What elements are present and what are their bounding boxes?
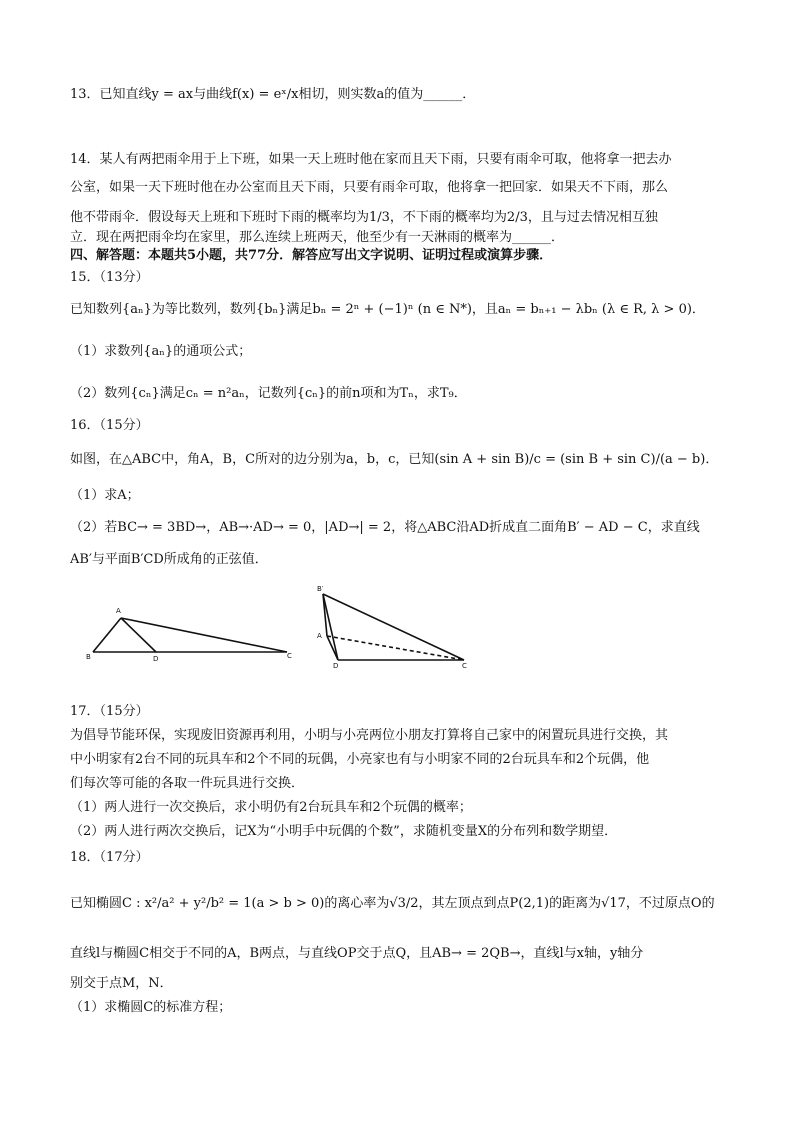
folded-figure bbox=[323, 594, 464, 660]
q15-part1: （1）求数列{aₙ}的通项公式； bbox=[70, 344, 252, 359]
q17-part1: （1）两人进行一次交换后，求小明仍有2台玩具车和2个玩偶的概率； bbox=[70, 800, 472, 815]
q17-header: 17．（15分） bbox=[70, 704, 149, 719]
label-bprime: B′ bbox=[317, 585, 324, 593]
q14-line3: 他不带雨伞．假设每天上班和下班时下雨的概率均为1/3，不下雨的概率均为2/3，且与过去情况相互独 bbox=[70, 210, 658, 225]
q15-part2: （2）数列{cₙ}满足cₙ = n²aₙ，记数列{cₙ}的前n项和为Tₙ，求T₉． bbox=[70, 386, 467, 401]
q16-part2-line1: （2）若BC→ = 3BD→，AB→·AD→ = 0，|AD→| = 2，将△ABC沿AD折成直二面角B′ − AD − C，求直线 bbox=[70, 520, 700, 535]
q16-part1: （1）求A； bbox=[70, 488, 140, 503]
q17-line3: 们每次等可能的各取一件玩具进行交换． bbox=[70, 776, 305, 791]
q17-line1: 为倡导节能环保，实现废旧资源再利用，小明与小亮两位小朋友打算将自己家中的闲置玩具进行交换，其 bbox=[70, 728, 669, 743]
label-a: A bbox=[116, 607, 121, 615]
label-c2: C bbox=[462, 662, 467, 670]
q18-stem-line3: 别交于点M，N． bbox=[70, 976, 173, 991]
label-b: B bbox=[86, 653, 91, 661]
label-a2: A bbox=[317, 632, 322, 640]
edge-a-c-hidden bbox=[327, 636, 464, 660]
q14-line4: 立．现在两把雨伞均在家里，那么连续上班两天，他至少有一天淋雨的概率为______． bbox=[70, 230, 565, 245]
q14-line1: 14．某人有两把雨伞用于上下班，如果一天上班时他在家而且天下雨，只要有雨伞可取，他将拿一把去办 bbox=[70, 152, 672, 167]
q15-header: 15．（13分） bbox=[70, 270, 149, 285]
q13-text: 13．已知直线y = ax与曲线f(x) = eˣ/x相切，则实数a的值为______． bbox=[70, 87, 476, 102]
q16-part2-line2: AB′与平面B′CD所成角的正弦值． bbox=[70, 552, 268, 567]
q17-line2: 中小明家有2台不同的玩具车和2个不同的玩偶，小亮家也有与小明家不同的2台玩具车和2个玩偶，他 bbox=[70, 752, 650, 767]
q18-header: 18．（17分） bbox=[70, 850, 149, 865]
triangle-figure bbox=[93, 618, 287, 652]
q18-part1: （1）求椭圆C的标准方程； bbox=[70, 1000, 232, 1015]
q16-stem: 如图，在△ABC中，角A，B，C所对的边分别为a，b，c，已知(sin A + sin B)/c = (sin B + sin C)/(a − b)． bbox=[70, 452, 719, 467]
q16-header: 16．（15分） bbox=[70, 418, 149, 433]
q17-part2: （2）两人进行两次交换后，记X为“小明手中玩偶的个数”，求随机变量X的分布列和数学期望． bbox=[70, 824, 618, 839]
edge-ad bbox=[121, 618, 156, 652]
edge-ab bbox=[93, 618, 121, 652]
q18-stem-line2: 直线l与椭圆C相交于不同的A，B两点，与直线OP交于点Q，且AB→ = 2QB→，直线l与x轴，y轴分 bbox=[70, 946, 644, 961]
label-c: C bbox=[287, 652, 292, 660]
edge-a-d bbox=[327, 636, 338, 660]
label-d: D bbox=[153, 655, 159, 663]
edge-bp-c bbox=[323, 594, 464, 660]
q14-line2: 公室，如果一天下班时他在办公室而且天下雨，只要有雨伞可取，他将拿一把回家．如果天不下雨，那么 bbox=[70, 180, 669, 195]
section-heading: 四、解答题：本题共5小题，共77分．解答应写出文字说明、证明过程或演算步骤． bbox=[70, 248, 553, 263]
label-d2: D bbox=[333, 662, 339, 670]
edge-ac bbox=[121, 618, 287, 652]
q18-stem-line1: 已知椭圆C : x²/a² + y²/b² = 1(a > b > 0)的离心率为√3/2，其左顶点到点P(2,1)的距离为√17，不过原点O的 bbox=[70, 896, 715, 911]
edge-bp-d bbox=[323, 594, 338, 660]
q15-stem: 已知数列{aₙ}为等比数列，数列{bₙ}满足bₙ = 2ⁿ + (−1)ⁿ (n ∈ N*)，且aₙ = bₙ₊₁ − λbₙ (λ ∈ R, λ > 0)． bbox=[70, 302, 705, 317]
